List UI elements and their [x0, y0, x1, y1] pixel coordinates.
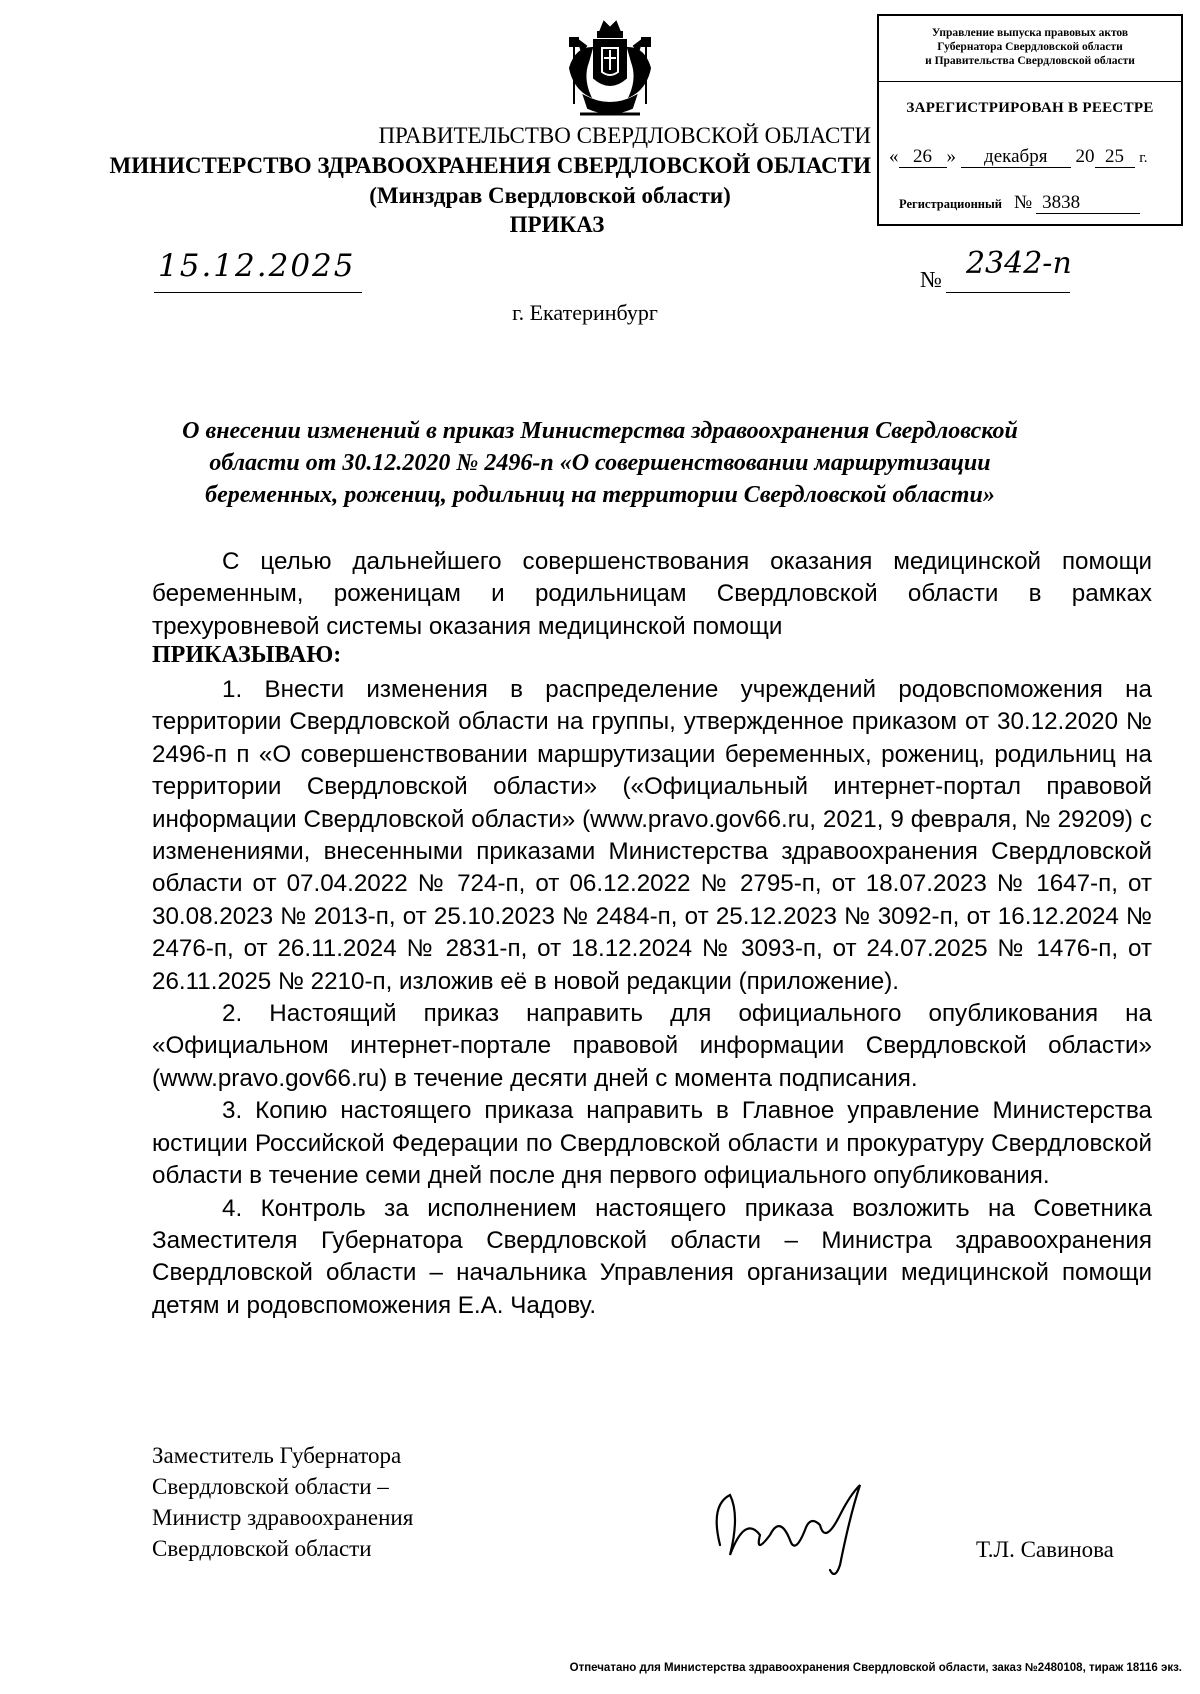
stamp-month: декабря [961, 147, 1071, 168]
document-type: ПРИКАЗ [509, 212, 605, 237]
order-date: 15.12.2025 [158, 248, 356, 284]
stamp-header-line: и Правительства Свердловской области [925, 55, 1135, 67]
city: г. Екатеринбург [512, 300, 658, 325]
stamp-header [879, 16, 1181, 82]
order-item-2: 2. Настоящий приказ направить для официального опубликования на «Официальном интернет-портале правовой информации Свердловской области» (www.pravo.gov66.ru) в течение десяти дней с момента подписания. [152, 1000, 1152, 1092]
intro-text: С целью дальнейшего совершенствования оказания медицинской помощи беременным, роженицам и родильницам Свердловской области в рамках трехуровневой системы оказания медицинской помощи [152, 548, 1152, 640]
order-number: 2342-п [965, 246, 1072, 281]
handwritten-signature [700, 1475, 910, 1575]
stamp-reg-number: 3838 [1036, 193, 1140, 214]
stamp-header-line: Губернатора Свердловской области [937, 41, 1123, 53]
command-word: ПРИКАЗЫВАЮ: [152, 642, 342, 668]
stamp-year-mark: г. [1139, 150, 1148, 166]
signatory-position [152, 1440, 413, 1564]
stamp-year-suffix: 25 [1095, 147, 1135, 168]
signatory-line: Свердловской области – [152, 1474, 389, 1499]
order-date-field [154, 248, 362, 293]
signatory-line: Министр здравоохранения [152, 1505, 414, 1530]
ministry-name: МИНИСТЕРСТВО ЗДРАВООХРАНЕНИЯ СВЕРДЛОВСКОЙ ОБЛАСТИ [109, 153, 871, 178]
stamp-header-line: Управление выпуска правовых актов [931, 27, 1129, 39]
order-item-4: 4. Контроль за исполнением настоящего приказа возложить на Советника Заместителя Губернатора Свердловской области – Министра здравоохранения Свердловской области – начальника Управления организации медицинской помощи детям и родовспоможения Е.А. Чадову. [152, 1194, 1152, 1319]
ministry-short-name: (Минздрав Свердловской области) [369, 183, 731, 208]
title-line: беременных, рожениц, родильниц на территории Свердловской области» [205, 482, 995, 508]
signatory-line: Заместитель Губернатора [152, 1443, 402, 1468]
signatory-name: Т.Л. Савинова [976, 1537, 1114, 1562]
title-line: области от 30.12.2020 № 2496-п «О совершенствовании маршрутизации [209, 450, 991, 476]
order-no-sign: № [920, 267, 942, 292]
stamp-reg-label: Регистрационный [899, 197, 1002, 211]
order-item-1: 1. Внести изменения в распределение учреждений родовспоможения на территории Свердловской области на группы, утвержденное приказом от 30.12.2020 № 2496-п п «О совершенствовании маршрутизации беременных, рожениц, родильниц на территории Свердловской области» («Официальный интернет-портал правовой информации Свердловской области» (www.pravo.gov66.ru, 2021, 9 февраля, № 29209) с изменениями, внесенными приказами Министерства здравоохранения Свердловской области от 07.04.2022 № 724-п, от 06.12.2022 № 2795-п, от 18.07.2023 № 1647-п, от 30.08.2023 № 2013-п, от 25.10.2023 № 2484-п, от 25.12.2023 № 3092-п, от 16.12.2024 № 2476-п, от 26.11.2024 № 2831-п, от 18.12.2024 № 3093-п, от 24.07.2025 № 1476-п, от 26.11.2025 № 2210-п, изложив её в новой редакции (приложение). [152, 676, 1152, 995]
stamp-year-prefix: 20 [1075, 146, 1095, 167]
stamp-quote-open: « [889, 146, 899, 167]
document-title [120, 415, 1080, 511]
stamp-registered-label: ЗАРЕГИСТРИРОВАН В РЕЕСТРЕ [906, 100, 1154, 116]
print-footer: Отпечатано для Министерства здравоохранения Свердловской области, заказ №2480108, тираж 18116 экз. [569, 1662, 1182, 1674]
order-number-field [920, 246, 1072, 293]
stamp-no-sign: № [1013, 192, 1033, 213]
order-item-3: 3. Копию настоящего приказа направить в Главное управление Министерства юстиции Российской Федерации по Свердловской области и прокуратуру Свердловской области в течение семи дней после дня первого официального опубликования. [152, 1097, 1152, 1190]
order-items [152, 674, 1152, 1322]
stamp-date [889, 146, 1175, 168]
stamp-quote-close: » [946, 146, 956, 167]
coat-of-arms-emblem [560, 18, 660, 128]
title-line: О внесении изменений в приказ Министерства здравоохранения Свердловской [182, 418, 1018, 444]
stamp-day: 26 [899, 147, 947, 168]
intro-paragraph [152, 546, 1152, 643]
government-name: ПРАВИТЕЛЬСТВО СВЕРДЛОВСКОЙ ОБЛАСТИ [378, 123, 871, 148]
signatory-line: Свердловской области [152, 1536, 372, 1561]
